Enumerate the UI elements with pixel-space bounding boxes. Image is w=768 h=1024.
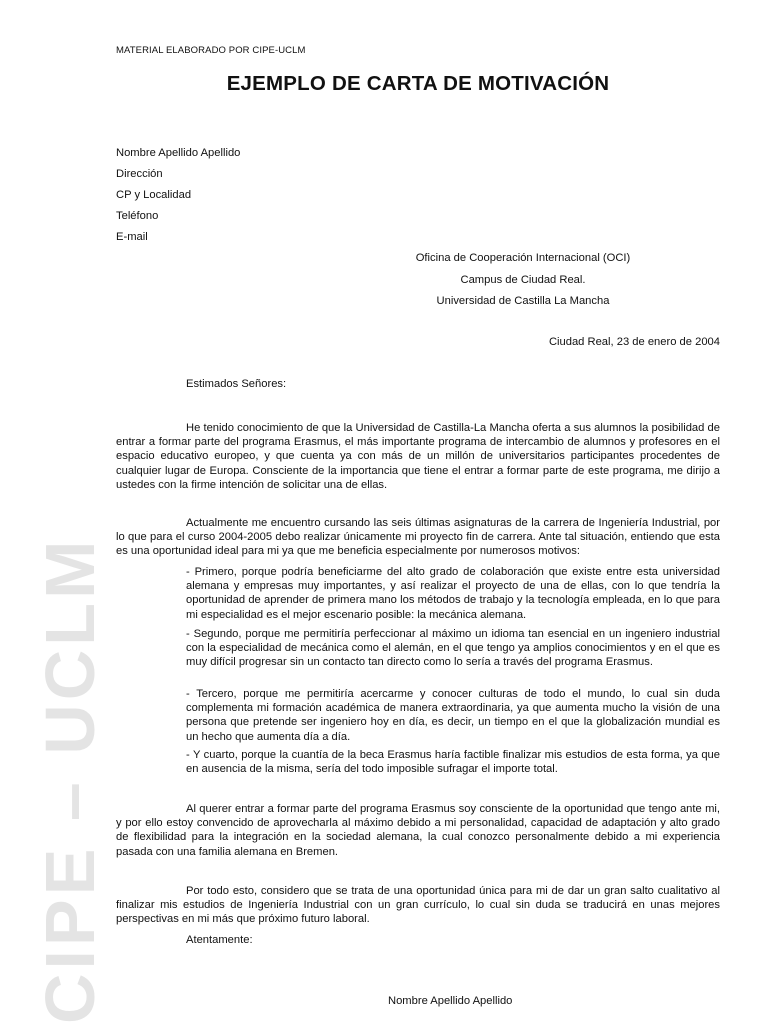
letter-date: Ciudad Real, 23 de enero de 2004 [548, 336, 720, 348]
paragraph-current-studies: Actualmente me encuentro cursando las seis últimas asignaturas de la carrera de Ingeniería Industrial, por lo que para el curso 2004-2005 debo realizar únicamente mi proyecto fin de carrera. Ante tal situación, entiendo que esta es una oportunidad ideal para mi ya que me beneficia especialmente por numerosos motivos: [116, 517, 720, 558]
sender-address: Dirección [116, 168, 163, 180]
header-note: MATERIAL ELABORADO POR CIPE-UCLM [116, 45, 306, 56]
sender-locality: CP y Localidad [116, 189, 192, 201]
recipient-campus: Campus de Ciudad Real. [460, 273, 586, 286]
sender-name: Nombre Apellido Apellido [116, 147, 241, 159]
closing: Atentamente: [186, 934, 253, 946]
greeting: Estimados Señores: [186, 378, 287, 390]
watermark: CIPE – UCLM [31, 536, 109, 1024]
bullet-reason-2: - Segundo, porque me permitiría perfeccionar al máximo un idioma tan esencial en un ingeniero industrial con la especialidad de mecánica como el alemán, en el que tengo ya amplios conocimientos y en el que es muy difícil progresar sin un contacto tan directo como lo sería a través del programa Erasmus. [186, 628, 720, 669]
paragraph-intro: He tenido conocimiento de que la Universidad de Castilla-La Mancha oferta a sus alumnos la posibilidad de entrar a formar parte del programa Erasmus, el más importante programa de intercambio de alumnos y profesores en el espacio educativo europeo, y que cuenta ya con más de un millón de universitarios participantes procedentes de cualquier lugar de Europa. Consciente de la importancia que tiene el entrar a formar parte de este programa, me dirijo a ustedes con la firme intención de solicitar una de ellas. [116, 422, 720, 491]
recipient-university: Universidad de Castilla La Mancha [436, 295, 610, 307]
bullet-reason-4: - Y cuarto, porque la cuantía de la beca Erasmus haría factible finalizar mis estudios de esta forma, ya que en ausencia de la misma, sería del todo imposible sufragar el importe total. [186, 749, 720, 776]
page-title: EJEMPLO DE CARTA DE MOTIVACIÓN [226, 72, 610, 95]
signature-name: Nombre Apellido Apellido [388, 995, 513, 1007]
sender-phone: Teléfono [116, 210, 159, 222]
bullet-reason-3: - Tercero, porque me permitiría acercarme y conocer culturas de todo el mundo, lo cual sin duda complementa mi formación académica de manera extraordinaria, ya que aumenta mucho la visión de una persona que pretende ser ingeniero hoy en día, es decir, un tiempo en el que la globalización mundial es un hecho que aumenta día a día. [186, 688, 720, 743]
sender-block [116, 146, 240, 251]
sender-email: E-mail [116, 231, 148, 243]
recipient-office: Oficina de Cooperación Internacional (OCI) [415, 252, 631, 264]
bullet-reason-1: - Primero, porque podría beneficiarme del alto grado de colaboración que existe entre esta universidad alemana y empresas muy importantes, y así realizar el proyecto de una de ellas, con lo que tendría la oportunidad de aprender de primera mano los métodos de trabajo y la tecnología empleada, en lo que para mi especialidad es el mejor escenario posible: la mecánica alemana. [186, 566, 720, 621]
recipient-block [398, 251, 648, 316]
paragraph-conclusion: Por todo esto, considero que se trata de una oportunidad única para mi de dar un gran salto cualitativo al finalizar mis estudios de Ingeniería Industrial con un gran currículo, lo cual sin duda se traducirá en unas mejores perspectivas en mi más que próximo futuro laboral. [116, 885, 720, 926]
paragraph-personality: Al querer entrar a formar parte del programa Erasmus soy consciente de la oportunidad que tengo ante mi, y por ello estoy convencido de aprovecharla al máximo debido a mi personalidad, capacidad de adaptación y alto grado de flexibilidad para la integración en la sociedad alemana, la cual conozco personalmente debido a mi experiencia pasada con una familia alemana en Bremen. [116, 803, 720, 858]
